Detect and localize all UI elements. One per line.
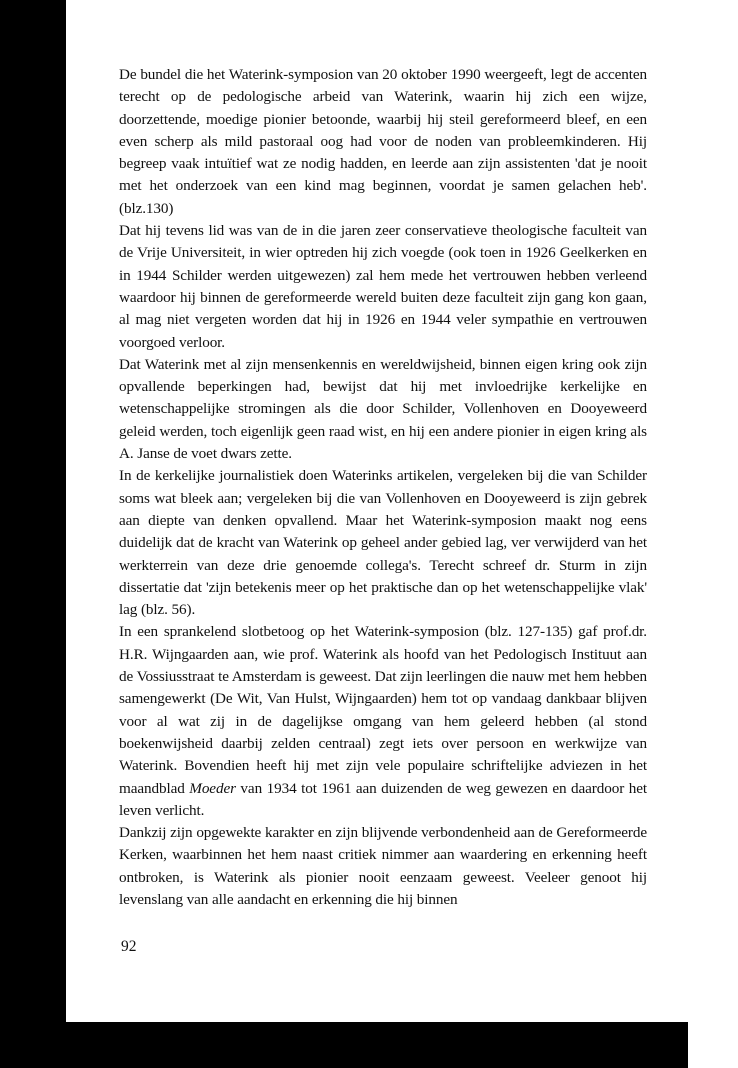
paragraph-3: Dat Waterink met al zijn mensenkennis en wereldwijsheid, binnen eigen kring ook zijn opvallende beperkingen had, bewijst dat hij met invloedrijke kerkelijke en wetenschappelijke stromingen als die door Schilder, Vollenhoven en Dooyeweerd geleid werden, toch eigenlijk geen raad wist, en hij een andere pionier in eigen kring als A. Janse de voet dwars zette.: [119, 355, 647, 463]
scan-border-bottom: [0, 1022, 688, 1068]
paragraph-4: In de kerkelijke journalistiek doen Waterinks artikelen, vergeleken bij die van Schilder soms wat bleek aan; vergeleken bij die van Vollenhoven en Dooyeweerd is zijn gebrek aan diepte van denken opvallend. Maar het Waterink-symposion maakt nog eens duidelijk dat de kracht van Waterink op geheel ander gebied lag, ver verwijderd van het werkterrein van deze drie genoemde collega's. Terecht schreef dr. Sturm in zijn dissertatie dat 'zijn betekenis meer op het praktische dan op het wetenschappelijke vlak' lag (blz. 56).: [119, 467, 647, 619]
paragraph-6: Dankzij zijn opgewekte karakter en zijn blijvende verbondenheid aan de Gereformeerde Kerken, waarbinnen het hem naast critiek nimmer aan waardering en erkenning heeft ontbroken, is Waterink als pionier nooit eenzaam geweest. Veeleer genoot hij levenslang van alle aandacht en erkenning die hij binnen: [119, 824, 647, 908]
paragraph-1: De bundel die het Waterink-symposion van 20 oktober 1990 weergeeft, legt de accenten terecht op de pedologische arbeid van Waterink, waarin hij zich een wijze, doorzettende, moedige pionier betoonde, waarbij hij steil gereformeerd bleef, en een even scherp als mild pastoraal oog had voor de noden van probleemkinderen. Hij begreep vaak intuïtief wat ze nodig hadden, en leerde aan zijn assistenten 'dat je nooit met het onderzoek van een kind mag beginnen, voordat je samen gelachen heb'. (blz.130): [119, 66, 647, 217]
paragraph-2: Dat hij tevens lid was van de in die jaren zeer conservatieve theologische faculteit van de Vrije Universiteit, in wier optreden hij zich voegde (ook toen in 1926 Geelkerken en in 1944 Schilder werden uitgewezen) zal hem mede het vertrouwen hebben verleend waardoor hij binnen de gereformeerde wereld buiten deze faculteit zijn gang kon gaan, al mag niet vergeten worden dat hij in 1926 en 1944 veler sympathie en vertrouwen voorgoed verloor.: [119, 222, 647, 351]
page-number: 92: [121, 938, 137, 955]
paragraph-5: In een sprankelend slotbetoog op het Waterink-symposion (blz. 127-135) gaf prof.dr. H.R. Wijngaarden aan, wie prof. Waterink als hoofd van het Pedologisch Instituut aan de Vossiusstraat te Amsterdam is geweest. Dat zijn leerlingen die nauw met hem hebben samengewerkt (De Wit, Van Hulst, Wijngaarden) hem tot op vandaag dankbaar blijven voor al wat zij in de dagelijkse omgang van hem geleerd hebben (al stond boekenwijsheid daarbij zelden centraal) zegt iets over persoon en werkwijze van Waterink. Bovendien heeft hij met zijn vele populaire schriftelijke adviezen in het maandblad Moeder van 1934 tot 1961 aan duizenden de weg gewezen en daardoor het leven verlicht.: [119, 623, 647, 819]
scan-border-left: [0, 0, 66, 1068]
italic-title: Moeder: [189, 779, 236, 797]
page-body: [119, 64, 647, 911]
